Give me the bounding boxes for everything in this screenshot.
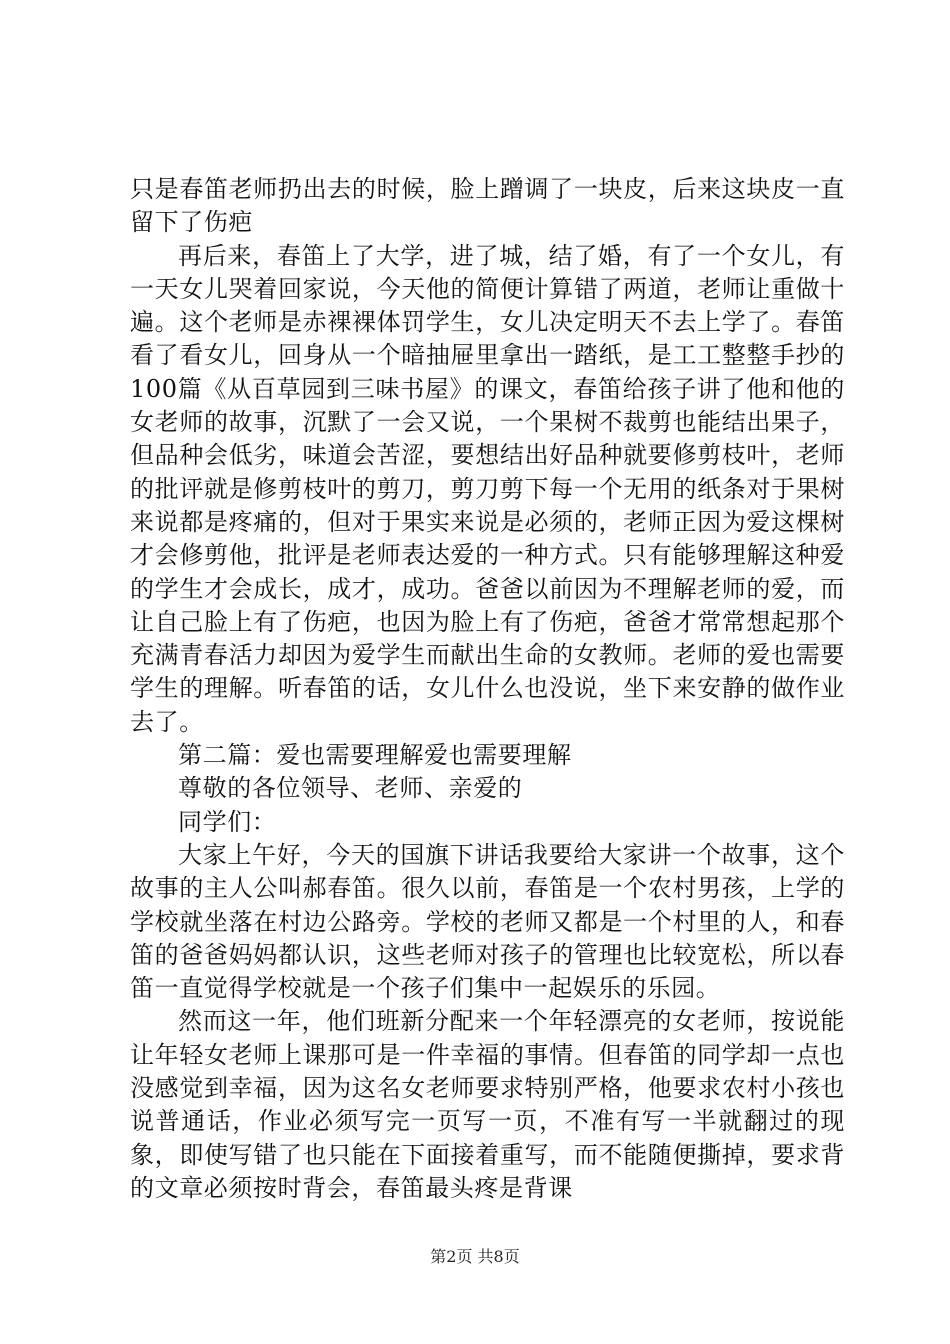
salutation-line-1: 尊敬的各位领导、老师、亲爱的 [178, 774, 523, 803]
page-number-footer: 第2页 共8页 [430, 1247, 520, 1266]
paragraph-3: 大家上午好，今天的国旗下讲话我要给大家讲一个故事，这个故事的主人公叫郝春笛。很久以前，春笛是一个农村男孩，上学的学校就坐落在村边公路旁。学校的老师又都是一个村里的人，和春笛的爸爸妈妈都认识，这些老师对孩子的管理也比较宽松，所以春笛一直觉得学校就是一个孩子们集中一起娱乐的乐园。 [130, 840, 845, 1003]
salutation-line-2: 同学们： [178, 807, 277, 836]
document-body [130, 173, 845, 1205]
paragraph-4: 然而这一年，他们班新分配来一个年轻漂亮的女老师，按说能让年轻女老师上课那可是一件幸福的事情。但春笛的同学却一点也没感觉到幸福，因为这名女老师要求特别严格，他要求农村小孩也说普通话，作业必须写完一页写一页，不准有写一半就翻过的现象，即使写错了也只能在下面接着重写，而不能随便撕掉，要求背的文章必须按时背会，春笛最头疼是背课 [130, 1007, 845, 1202]
section-heading: 第二篇：爱也需要理解爱也需要理解 [178, 741, 572, 770]
paragraph-1: 只是春笛老师扔出去的时候，脸上蹭调了一块皮，后来这块皮一直留下了伤疤 [130, 175, 845, 237]
paragraph-2: 再后来，春笛上了大学，进了城，结了婚，有了一个女儿，有一天女儿哭着回家说，今天他的简便计算错了两道，老师让重做十遍。这个老师是赤裸裸体罚学生，女儿决定明天不去上学了。春笛看了看女儿，回身从一个暗抽屉里拿出一踏纸，是工工整整手抄的100篇《从百草园到三味书屋》的课文，春笛给孩子讲了他和他的女老师的故事，沉默了一会又说，一个果树不裁剪也能结出果子，但品种会低劣，味道会苦涩，要想结出好品种就要修剪枝叶，老师的批评就是修剪枝叶的剪刀，剪刀剪下每一个无用的纸条对于果树来说都是疼痛的，但对于果实来说是必须的，老师正因为爱这棵树才会修剪他，批评是老师表达爱的一种方式。只有能够理解这种爱的学生才会成长，成才，成功。爸爸以前因为不理解老师的爱，而让自己脸上有了伤疤，也因为脸上有了伤疤，爸爸才常常想起那个充满青春活力却因为爱学生而献出生命的女教师。老师的爱也需要学生的理解。听春笛的话，女儿什么也没说，坐下来安静的做作业去了。 [130, 241, 845, 736]
